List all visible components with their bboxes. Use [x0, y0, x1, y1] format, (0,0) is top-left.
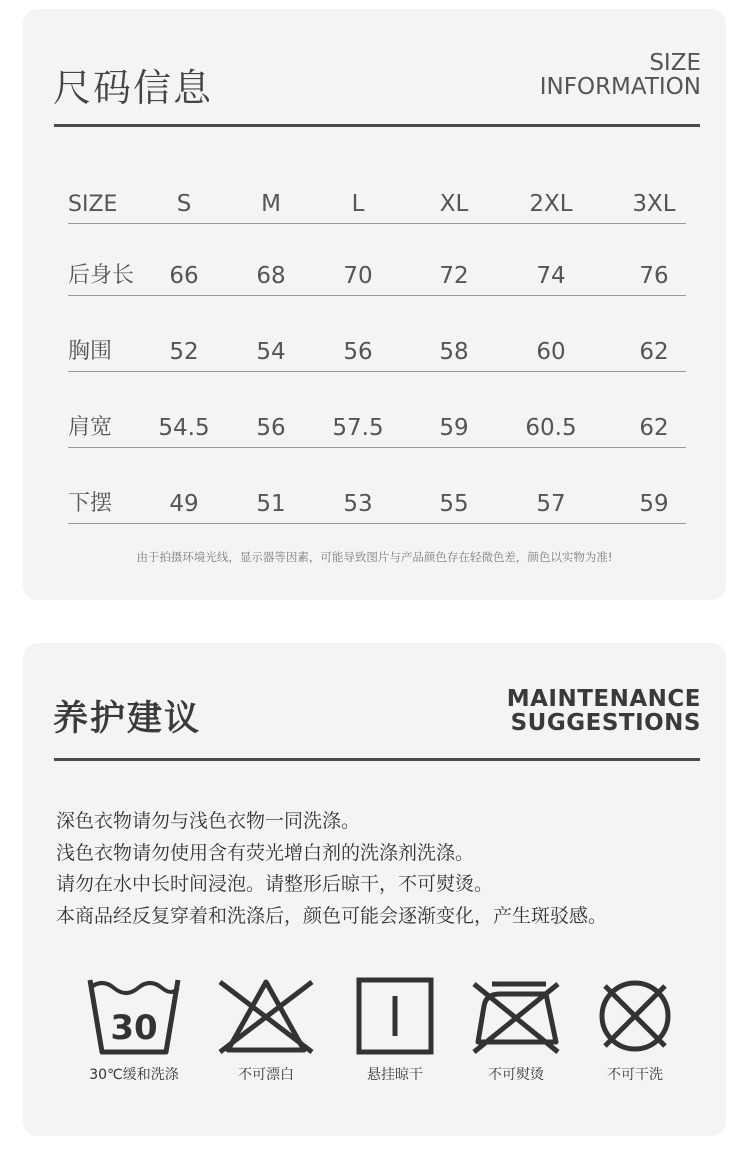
header-cell: XL	[439, 191, 469, 217]
care-line: 浅色衣物请勿使用含有荧光增白剂的洗涤剂洗涤。	[56, 841, 475, 864]
table-cell: 59	[639, 491, 669, 517]
table-row	[68, 478, 686, 524]
table-cell: 60	[536, 339, 566, 365]
table-cell: 70	[343, 263, 373, 289]
table-cell: 54	[256, 339, 286, 365]
care-icon-no-iron	[461, 976, 571, 1084]
size-table-header	[68, 179, 686, 224]
table-cell: 60.5	[525, 415, 577, 441]
care-line: 请勿在水中长时间浸泡。请整形后晾干，不可熨烫。	[56, 873, 494, 895]
row-label: 胸围	[68, 339, 113, 364]
header-cell: M	[261, 191, 281, 217]
table-cell: 62	[639, 339, 669, 365]
no-iron-icon	[466, 976, 566, 1056]
table-cell: 55	[439, 491, 469, 517]
table-row	[68, 250, 686, 296]
care-title-cn: 养护建议	[53, 699, 202, 739]
table-cell: 49	[169, 491, 199, 517]
header-cell: L	[351, 191, 365, 217]
table-cell: 66	[169, 263, 199, 289]
header-cell: 2XL	[529, 191, 573, 217]
size-title-en-line2: INFORMATION	[539, 74, 701, 101]
size-title-cn: 尺码信息	[53, 66, 214, 110]
hang-dry-icon	[345, 976, 445, 1056]
table-cell: 72	[439, 263, 469, 289]
icon-label: 悬挂晾干	[367, 1067, 423, 1083]
wash-30-icon	[84, 976, 184, 1056]
care-title-en-line2: SUGGESTIONS	[510, 710, 701, 737]
icon-label: 不可干洗	[607, 1067, 663, 1083]
no-dry-clean-icon	[585, 976, 685, 1056]
row-label: 肩宽	[68, 415, 113, 440]
table-cell: 74	[536, 263, 566, 289]
care-card	[23, 643, 726, 1136]
table-row	[68, 326, 686, 372]
care-title-divider	[54, 758, 700, 761]
size-info-card	[23, 9, 726, 600]
table-cell: 57	[536, 491, 566, 517]
icon-label: 不可熨烫	[488, 1067, 544, 1083]
table-cell: 58	[439, 339, 469, 365]
care-icons	[23, 976, 726, 1096]
table-row	[68, 402, 686, 448]
table-cell: 57.5	[332, 415, 384, 441]
table-cell: 54.5	[158, 415, 210, 441]
table-cell: 51	[256, 491, 286, 517]
care-icon-no-bleach	[211, 976, 321, 1084]
table-cell: 53	[343, 491, 373, 517]
size-title-divider	[54, 124, 700, 127]
row-label: 下摆	[68, 491, 113, 516]
size-title-en	[540, 51, 701, 99]
care-icon-hang-dry	[340, 976, 450, 1084]
care-title-en-line1: MAINTENANCE	[506, 686, 701, 712]
size-title-en-line1: SIZE	[649, 50, 701, 76]
care-icon-no-dry-clean	[580, 976, 690, 1084]
care-title-en	[507, 687, 701, 735]
wash-temp-number: 30	[110, 1008, 158, 1048]
icon-label: 不可漂白	[238, 1067, 294, 1083]
row-label: 后身长	[68, 263, 135, 288]
table-cell: 76	[639, 263, 669, 289]
table-cell: 62	[639, 415, 669, 441]
header-cell: S	[176, 191, 192, 217]
table-cell: 68	[256, 263, 286, 289]
care-icon-wash-30	[79, 976, 189, 1084]
care-line: 本商品经反复穿着和洗涤后，颜色可能会逐渐变化，产生斑驳感。	[56, 904, 608, 927]
no-bleach-icon	[216, 976, 316, 1056]
table-cell: 59	[439, 415, 469, 441]
table-cell: 56	[343, 339, 373, 365]
color-disclaimer: 由于拍摄环境光线，显示器等因素，可能导致图片与产品颜色存在轻微色差，颜色以实物为准!	[136, 550, 613, 564]
table-cell: 56	[256, 415, 286, 441]
size-table	[68, 179, 686, 554]
icon-label: 30℃缓和洗涤	[89, 1067, 179, 1083]
table-cell: 52	[169, 339, 199, 365]
header-size-label: SIZE	[68, 192, 118, 217]
care-instructions	[56, 806, 607, 932]
care-line: 深色衣物请勿与浅色衣物一同洗涤。	[56, 810, 361, 832]
header-cell: 3XL	[632, 191, 676, 217]
